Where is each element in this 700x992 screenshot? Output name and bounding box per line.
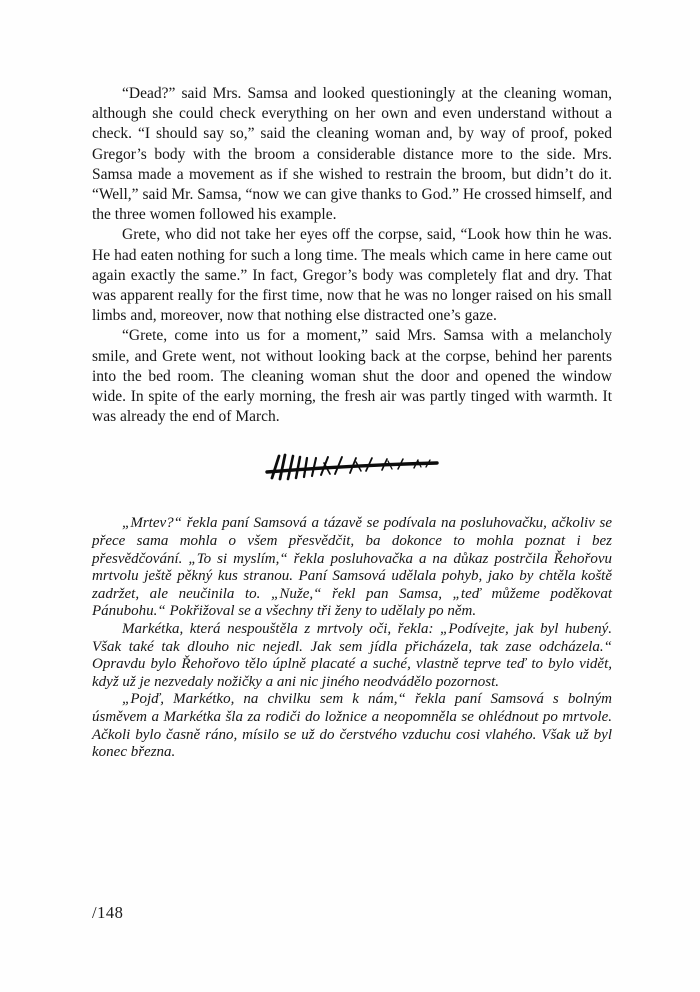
english-text-block bbox=[92, 84, 612, 427]
page-number: /148 bbox=[92, 903, 124, 922]
section-divider bbox=[92, 451, 612, 485]
english-paragraph-3: “Grete, come into us for a moment,” said Mrs. Samsa with a melancholy smile, and Grete went, not without looking back at the corpse, behind her parents into the bed room. The cleaning woman shut the door and opened the window wide. In spite of the early morning, the fresh air was partly tinged with warmth. It was already the end of March. bbox=[92, 327, 612, 426]
page-text-column bbox=[92, 84, 612, 762]
czech-paragraph-3: „Pojď, Markétko, na chvilku sem k nám,“ řekla paní Samsová s bolným úsměvem a Markétka šla za rodiči do ložnice a neopomněla se ohlédnout po mrtvole. Ačkoli bylo časně ráno, mísilo se už do čerstvého vzduchu cosi vlahého. Však už byl konec března. bbox=[92, 691, 612, 761]
english-paragraph-2: Grete, who did not take her eyes off the corpse, said, “Look how thin he was. He had eaten nothing for such a long time. The meals which came in here came out again exactly the same.” In fact, Gregor’s body was completely flat and dry. That was apparent really for the first time, now that he was no longer raised on his small limbs and, moreover, now that nothing else distracted one’s gaze. bbox=[92, 226, 612, 325]
thorn-branch-ornament-icon bbox=[263, 451, 441, 483]
czech-paragraph-2: Markétka, která nespouštěla z mrtvoly oči, řekla: „Podívejte, jak byl hubený. Však také tak dlouho nic nejedl. Jak sem jídla přicházela, tak zase odcházela.“ Opravdu bylo Řehořovo tělo úplně placaté a suché, vlastně teprve teď to bylo vidět, když už je nezvedaly nožičky a ani nic jiného neodvádělo pozornost. bbox=[92, 621, 612, 690]
czech-paragraph-1: „Mrtev?“ řekla paní Samsová a tázavě se podívala na posluhovačku, ačkoliv se přece sama mohla o všem přesvědčit, ba dokonce to mohla poznat i bez přesvědčování. „To si myslím,“ řekla posluhovačka a na důkaz postrčila Řehořovu mrtvolu ještě pěkný kus stranou. Paní Samsová udělala pohyb, jako by chtěla koště zadržet, ale neučinila to. „Nuže,“ řekl pan Samsa, „teď můžeme poděkovat Pánubohu.“ Pokřižoval se a všechny tři ženy to udělaly po něm. bbox=[92, 515, 612, 620]
english-paragraph-1: “Dead?” said Mrs. Samsa and looked questioningly at the cleaning woman, although she could check everything on her own and even understand without a check. “I should say so,” said the cleaning woman and, by way of proof, poked Gregor’s body with the broom a considerable distance more to the side. Mrs. Samsa made a movement as if she wished to restrain the broom, but didn’t do it. “Well,” said Mr. Samsa, “now we can give thanks to God.” He crossed himself, and the three women followed his example. bbox=[92, 85, 612, 224]
czech-text-block bbox=[92, 515, 612, 761]
